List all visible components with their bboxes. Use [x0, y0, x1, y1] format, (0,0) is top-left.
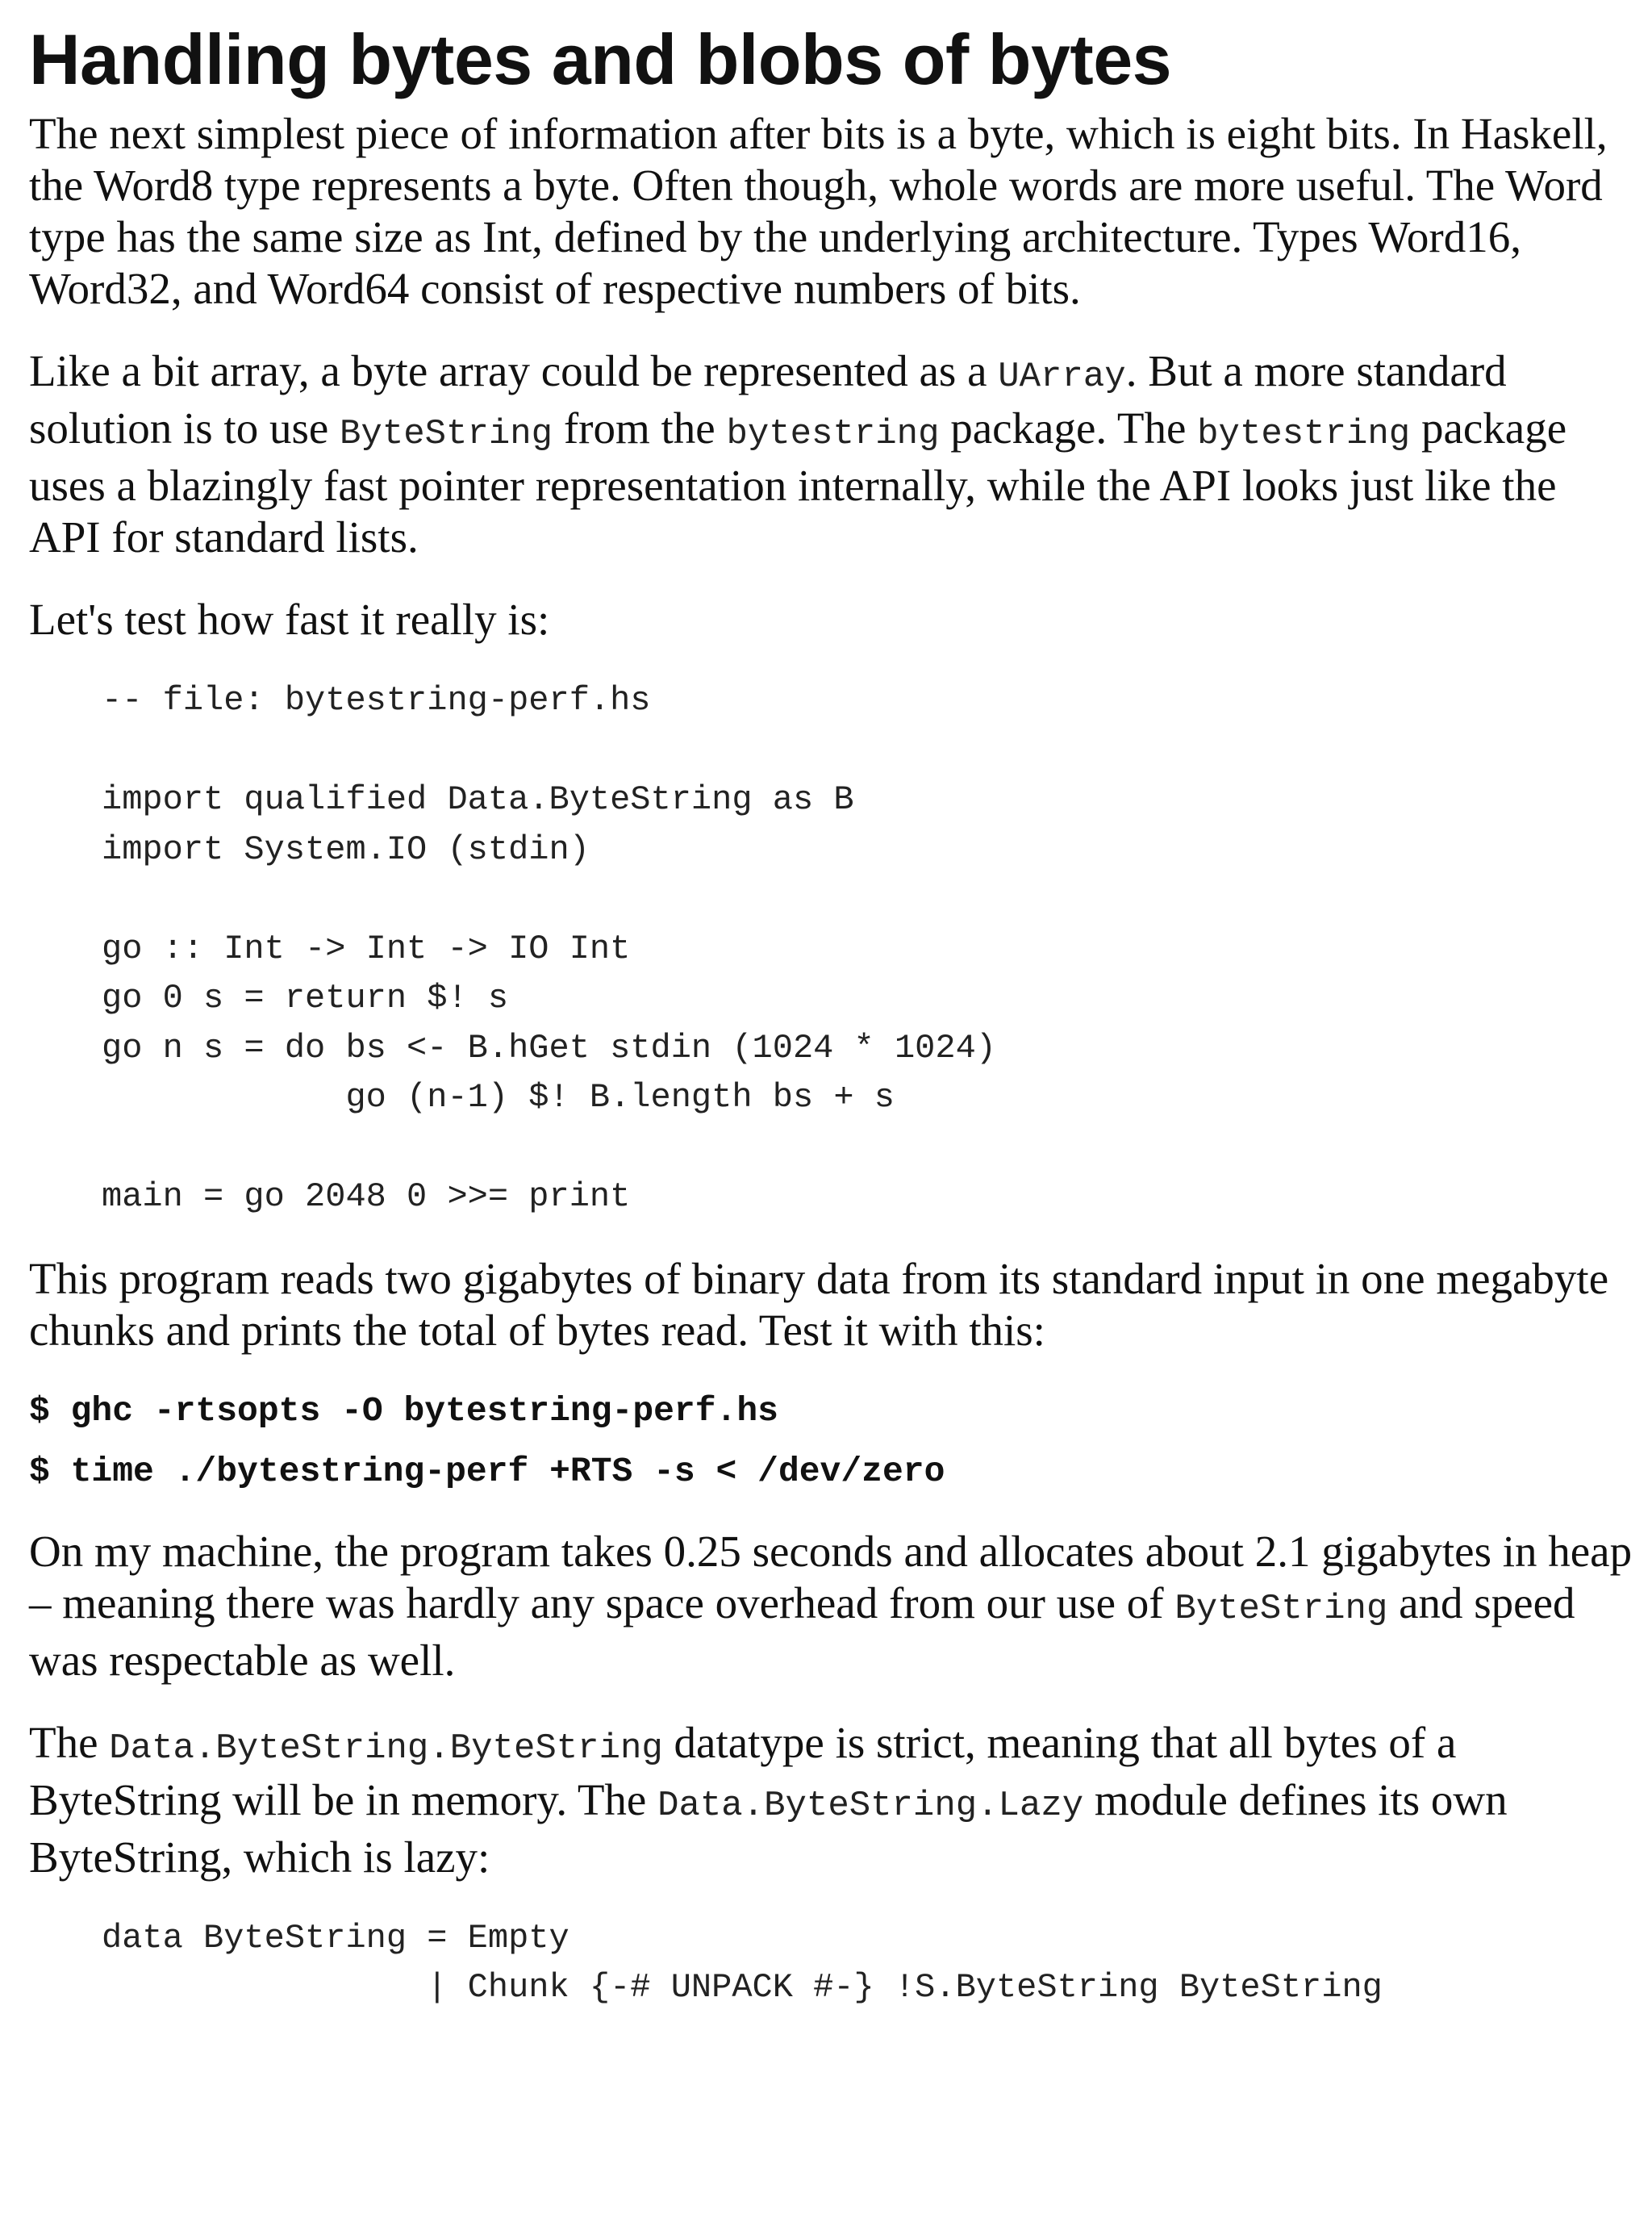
inline-code-bytestring-package: bytestring [726, 414, 940, 454]
paragraph-test-intro: Let's test how fast it really is: [29, 595, 550, 644]
text-segment: package uses a blazingly fast pointer representation internally, while the API looks just like the API for standard lists. [29, 403, 1567, 562]
code-line: -- file: bytestring-perf.hs [102, 681, 651, 720]
inline-code-bytestring-package-2: bytestring [1197, 414, 1411, 454]
command-line-compile: $ ghc -rtsopts -O bytestring-perf.hs [29, 1390, 778, 1431]
code-line: data ByteString = Empty [102, 1918, 569, 1958]
code-line: go :: Int -> Int -> IO Int [102, 929, 631, 968]
text-segment: datatype is strict, meaning that all bytes of a ByteString will be in memory. The [29, 1717, 1457, 1824]
inline-code-lazy-module: Data.ByteString.Lazy [657, 1785, 1084, 1826]
text-segment: from the [553, 403, 727, 453]
text-segment: . But a more standard solution is to use [29, 346, 1507, 453]
command-block [29, 1381, 1634, 1502]
code-line: go 0 s = return $! s [102, 979, 509, 1017]
inline-code-uarray: UArray [998, 357, 1126, 397]
code-block-bytestring-perf [102, 676, 1634, 1222]
inline-code-strict-bytestring: Data.ByteString.ByteString [109, 1728, 663, 1769]
code-line: import System.IO (stdin) [102, 829, 590, 869]
document-page [29, 21, 1634, 2044]
inline-code-bytestring-type: ByteString [1174, 1588, 1388, 1629]
text-segment: and speed was respectable as well. [29, 1577, 1575, 1685]
text-segment: On my machine, the program takes 0.25 seconds and allocates about 2.1 gigabytes in heap – meaning there was hardly any space overhead from our use of [29, 1526, 1633, 1627]
code-line: go n s = do bs <- B.hGet stdin (1024 * 1024) [102, 1028, 996, 1068]
code-line: | Chunk {-# UNPACK #-} !S.ByteString ByteString [102, 1968, 1383, 2007]
paragraph-lazy-bytestring [29, 1717, 1634, 1883]
paragraph-byte-array [29, 345, 1634, 563]
code-block-lazy-definition [102, 1914, 1634, 2013]
text-segment: package. The [939, 403, 1198, 453]
paragraph-results [29, 1526, 1634, 1686]
command-line-run: $ time ./bytestring-perf +RTS -s < /dev/zero [29, 1451, 945, 1491]
code-line: import qualified Data.ByteString as B [102, 780, 854, 819]
code-line: main = go 2048 0 >>= print [102, 1177, 631, 1216]
paragraph-word-types: The next simplest piece of information after bits is a byte, which is eight bits. In Haskell, the Word8 type represents a byte. Often though, whole words are more useful. The Word type has the same size as Int, defined by the underlying architecture. Types Word16, Word32, and Word64 consist of respective numbers of bits. [29, 109, 1608, 313]
section-title: Handling bytes and blobs of bytes [29, 19, 1172, 99]
text-segment: Like a bit array, a byte array could be represented as a [29, 346, 999, 395]
text-segment: The [29, 1717, 110, 1767]
paragraph-program-description: This program reads two gigabytes of binary data from its standard input in one megabyte chunks and prints the total of bytes read. Test it with this: [29, 1253, 1609, 1355]
code-line: go (n-1) $! B.length bs + s [102, 1078, 895, 1117]
inline-code-bytestring-type: ByteString [340, 414, 553, 454]
text-segment: module defines its own ByteString, which is lazy: [29, 1774, 1508, 1882]
